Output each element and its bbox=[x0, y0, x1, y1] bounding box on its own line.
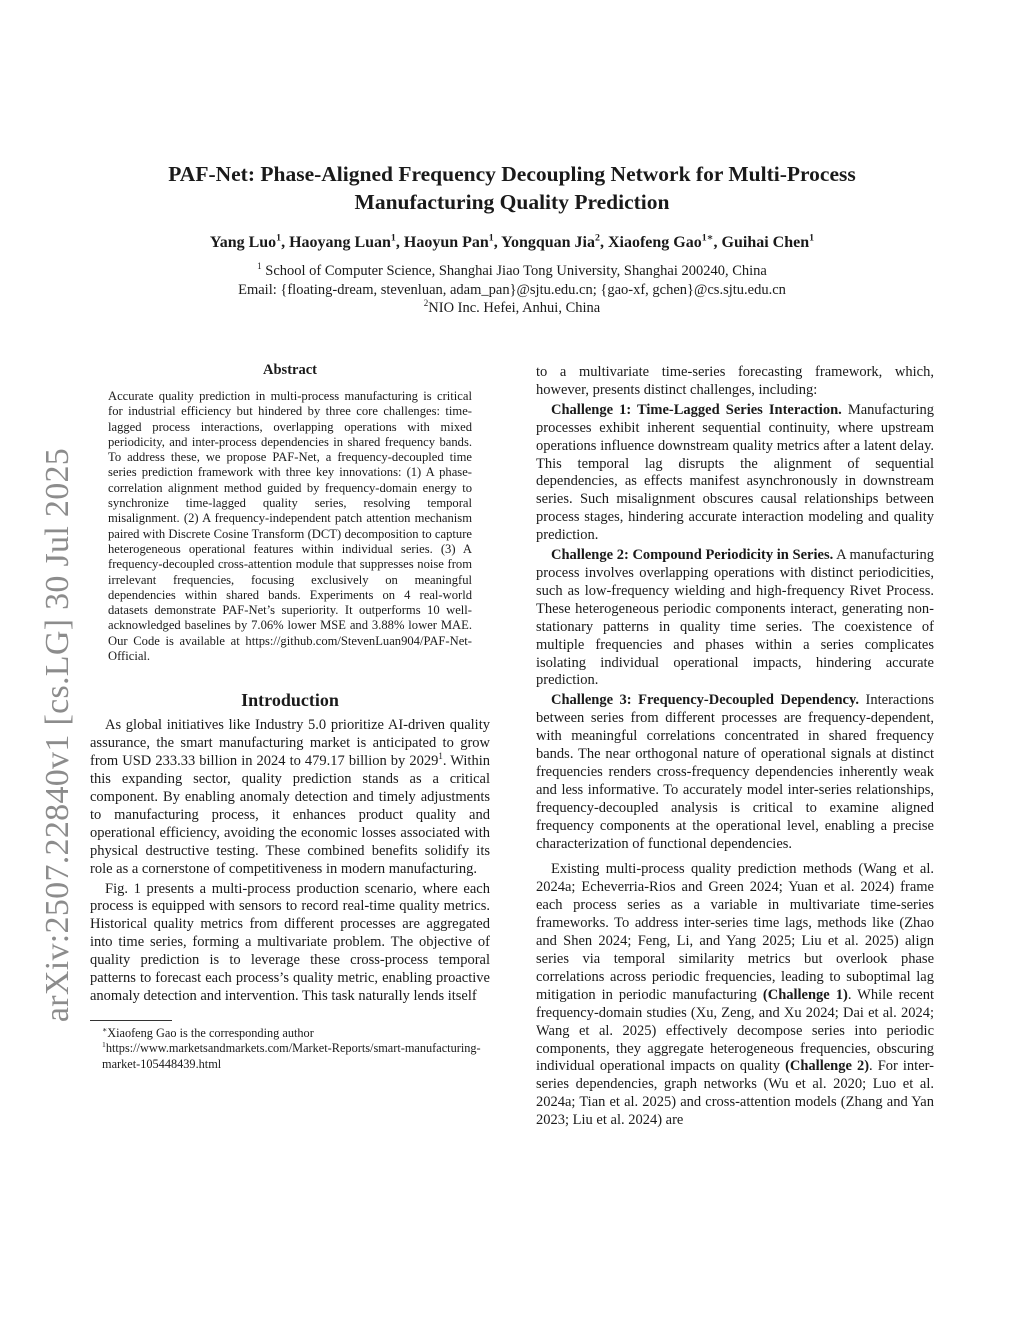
abstract-text: Accurate quality prediction in multi-process manufacturing is critical for industrial efficiency but hindered by three core challenges: time-lagged process interactions, overlapping operations with mixed periodicity, and inter-process dependencies in shared frequency bands. To address these, we propose PAF-Net, a frequency-decoupled time series prediction framework with three key innovations: (1) A phase-correlation alignment method guided by frequency-domain energy to synchronize time-lagged quality series, resolving temporal misalignment. (2) A frequency-independent patch attention mechanism paired with Discrete Cosine Transform (DCT) decomposition to capture heterogeneous operational features within individual series. (3) A frequency-decoupled cross-attention module that suppresses noise from irrelevant frequencies, focusing exclusively on meaningful dependencies within shared bands. Experiments on 4 real-world datasets demonstrate PAF-Net’s superiority. It outperforms 10 well-acknowledged baselines by 7.06% lower MSE and 3.88% lower MAE. Our Code is available at https://github.com/StevenLuan904/PAF-Net-Official. bbox=[108, 389, 472, 664]
intro-p1-text: As global initiatives like Industry 5.0 prioritize AI-driven quality assurance, the smart manufacturing market is anticipated to grow from USD 233.33 billion in 2024 to 479.17 billion by 2029 bbox=[90, 717, 490, 770]
challenge-2-ref: (Challenge 2) bbox=[785, 1058, 870, 1075]
challenge-1-ref: (Challenge 1) bbox=[762, 986, 848, 1003]
title-line-1: PAF-Net: Phase-Aligned Frequency Decoupling Network for Multi-Process bbox=[168, 162, 856, 186]
author-affil-mark: 1 bbox=[390, 232, 396, 244]
author-affil-mark: 1∗ bbox=[701, 232, 714, 244]
author-name: Xiaofeng Gao bbox=[607, 234, 702, 251]
related-work-text: Existing multi-process quality prediction methods (Wang et al. 2024a; Echeverria-Rios and Green 2024; Yuan et al. 2024) frame each process series as a variable in multivariate time-series frameworks. To address inter-series time lags, methods like (Zhao and Shen 2024; Feng, Li, and Yang 2025; Liu et al. 2025) align series via temporal similarity metrics but overlook phase correlations across periodic frequencies, leading to suboptimal lag mitigation in periodic manufacturing bbox=[536, 861, 934, 1003]
affiliations bbox=[100, 262, 924, 318]
affiliation-1 bbox=[100, 262, 924, 281]
author-affil-mark: 2 bbox=[594, 232, 600, 244]
affiliation-mark: 2 bbox=[423, 298, 429, 309]
challenge-1-text: Manufacturing processes exhibit inherent sequential continuity, where upstream operations influence downstream quality metrics after a latent delay. This temporal lag disrupts the alignment of sequential dependencies, as effects manifest asynchronously in downstream series. Such misalignment obscures causal relationships between process stages, hindering accurate interaction modeling and quality prediction. bbox=[536, 401, 934, 544]
right-paragraph-continued: to a multivariate time-series forecasting framework, which, however, presents distinct challenges, including: bbox=[536, 364, 934, 398]
introduction-heading: Introduction bbox=[241, 690, 339, 711]
arxiv-watermark: arXiv:2507.22840v1 [cs.LG] 30 Jul 2025 bbox=[39, 447, 76, 1023]
challenge-3-paragraph bbox=[536, 692, 934, 853]
intro-paragraph-1 bbox=[90, 717, 490, 878]
author-name: Guihai Chen bbox=[721, 234, 810, 251]
intro-paragraph-2: Fig. 1 presents a multi-process production scenario, where each process is equipped with sensors to record real-time quality metrics. Historical quality metrics from different processes are aggregated into time series, forming a multivariate problem. The objective of quality prediction is to leverage these cross-process temporal patterns to forecast each process’s quality metric, enabling proactive anomaly detection and intervention. This task naturally lends itself bbox=[90, 880, 490, 1004]
footnote-text: Xiaofeng Gao is the corresponding author bbox=[107, 1025, 314, 1040]
author-name: Yongquan Jia bbox=[501, 234, 595, 251]
affiliation-2 bbox=[100, 299, 924, 318]
footnote-url bbox=[90, 1041, 490, 1072]
author-list: Yang Luo$^1$, Haoyang Luan$^1$, Haoyun Pan$^1$, Yongquan Jia$^2$, Xiaofeng Gao$^{1∗}$, Guihai Chen$^1$ bbox=[209, 232, 815, 251]
author-affil-mark: 1 bbox=[488, 232, 494, 244]
title-line-2: Manufacturing Quality Prediction bbox=[354, 190, 670, 214]
footnote-mark: 1 bbox=[102, 1040, 106, 1050]
related-work-text: . While recent frequency-domain studies (Xu, Zeng, and Xu 2024; Dai et al. 2024; Wang et al. 2025) effectively decompose series into periodic components, they aggregate heterogeneous frequencies, obscuring individual operational impacts on quality bbox=[536, 986, 934, 1075]
author-name: Haoyun Pan bbox=[403, 234, 489, 251]
challenge-3-text: Interactions between series from different processes are frequency-dependent, with meaningful correlations concentrated in shared frequency bands. The near orthogonal nature of operational signals at distinct frequencies renders cross-frequency dependencies inherently weak and less informative. To accurately model inter-series relationships, frequency-decoupled analysis is critical to examine aligned frequency components at the operational level, enabling a precise characterization of functional dependencies. bbox=[536, 692, 934, 852]
email-line: Email: {floating-dream, stevenluan, adam_pan}@sjtu.edu.cn; {gao-xf, gchen}@cs.sjtu.edu.cn bbox=[238, 281, 786, 298]
challenge-1-label: Challenge 1: Time-Lagged Series Interaction. bbox=[551, 401, 842, 418]
footnote-corresponding bbox=[90, 1026, 490, 1042]
challenge-2-label: Challenge 2: Compound Periodicity in Series. bbox=[551, 547, 834, 564]
footnote-mark: ∗ bbox=[102, 1024, 108, 1034]
footnote-divider bbox=[90, 1020, 172, 1021]
footnote-ref: 1 bbox=[438, 751, 443, 762]
intro-p1-text-cont: . Within this expanding sector, quality prediction stands as a critical component. By enabling anomaly detection and timely adjustments to manufacturing process, it enhances product quality and operational efficiency, avoiding the economic losses associated with physical destructive testing. These combined benefits solidify its role as a cornerstone of competitiveness in modern manufacturing. bbox=[90, 753, 490, 877]
affiliation-mark: 1 bbox=[257, 261, 262, 272]
challenge-3-label: Challenge 3: Frequency-Decoupled Dependency. bbox=[551, 692, 860, 709]
related-work-paragraph bbox=[536, 861, 934, 1130]
related-work-text: . For inter-series dependencies, graph networks (Wu et al. 2020; Luo et al. 2024a; Tian et al. 2025) and cross-attention models (Zhang and Yan 2023; Liu et al. 2024) are bbox=[536, 1058, 934, 1129]
affiliation-text: School of Computer Science, Shanghai Jiao Tong University, Shanghai 200240, China bbox=[265, 263, 767, 279]
author-name: Haoyang Luan bbox=[289, 234, 391, 251]
author-affil-mark: 1 bbox=[809, 232, 815, 244]
author-name: Yang Luo bbox=[209, 234, 277, 251]
right-column bbox=[536, 364, 934, 1130]
left-column bbox=[90, 362, 490, 1072]
challenge-2-text: A manufacturing process involves overlapping operations with distinct periodicities, such as low-frequency wielding and high-frequency Rivet Process. These heterogeneous periodic components interact, generating non-stationary patterns in quality time series. The coexistence of multiple frequencies and phases within a series complicates isolating individual operational impacts, hindering accurate prediction. bbox=[536, 547, 934, 689]
footnote-link: https://www.marketsandmarkets.com/Market-Reports/smart-manufacturing-market-105448439.html bbox=[102, 1041, 481, 1071]
paper-title bbox=[100, 160, 924, 216]
affiliation-text: NIO Inc. Hefei, Anhui, China bbox=[428, 300, 601, 316]
abstract-heading: Abstract bbox=[263, 362, 317, 378]
footnotes bbox=[90, 1026, 490, 1073]
author-affil-mark: 1 bbox=[276, 232, 282, 244]
challenge-2-paragraph bbox=[536, 547, 934, 690]
challenge-1-paragraph bbox=[536, 402, 934, 545]
